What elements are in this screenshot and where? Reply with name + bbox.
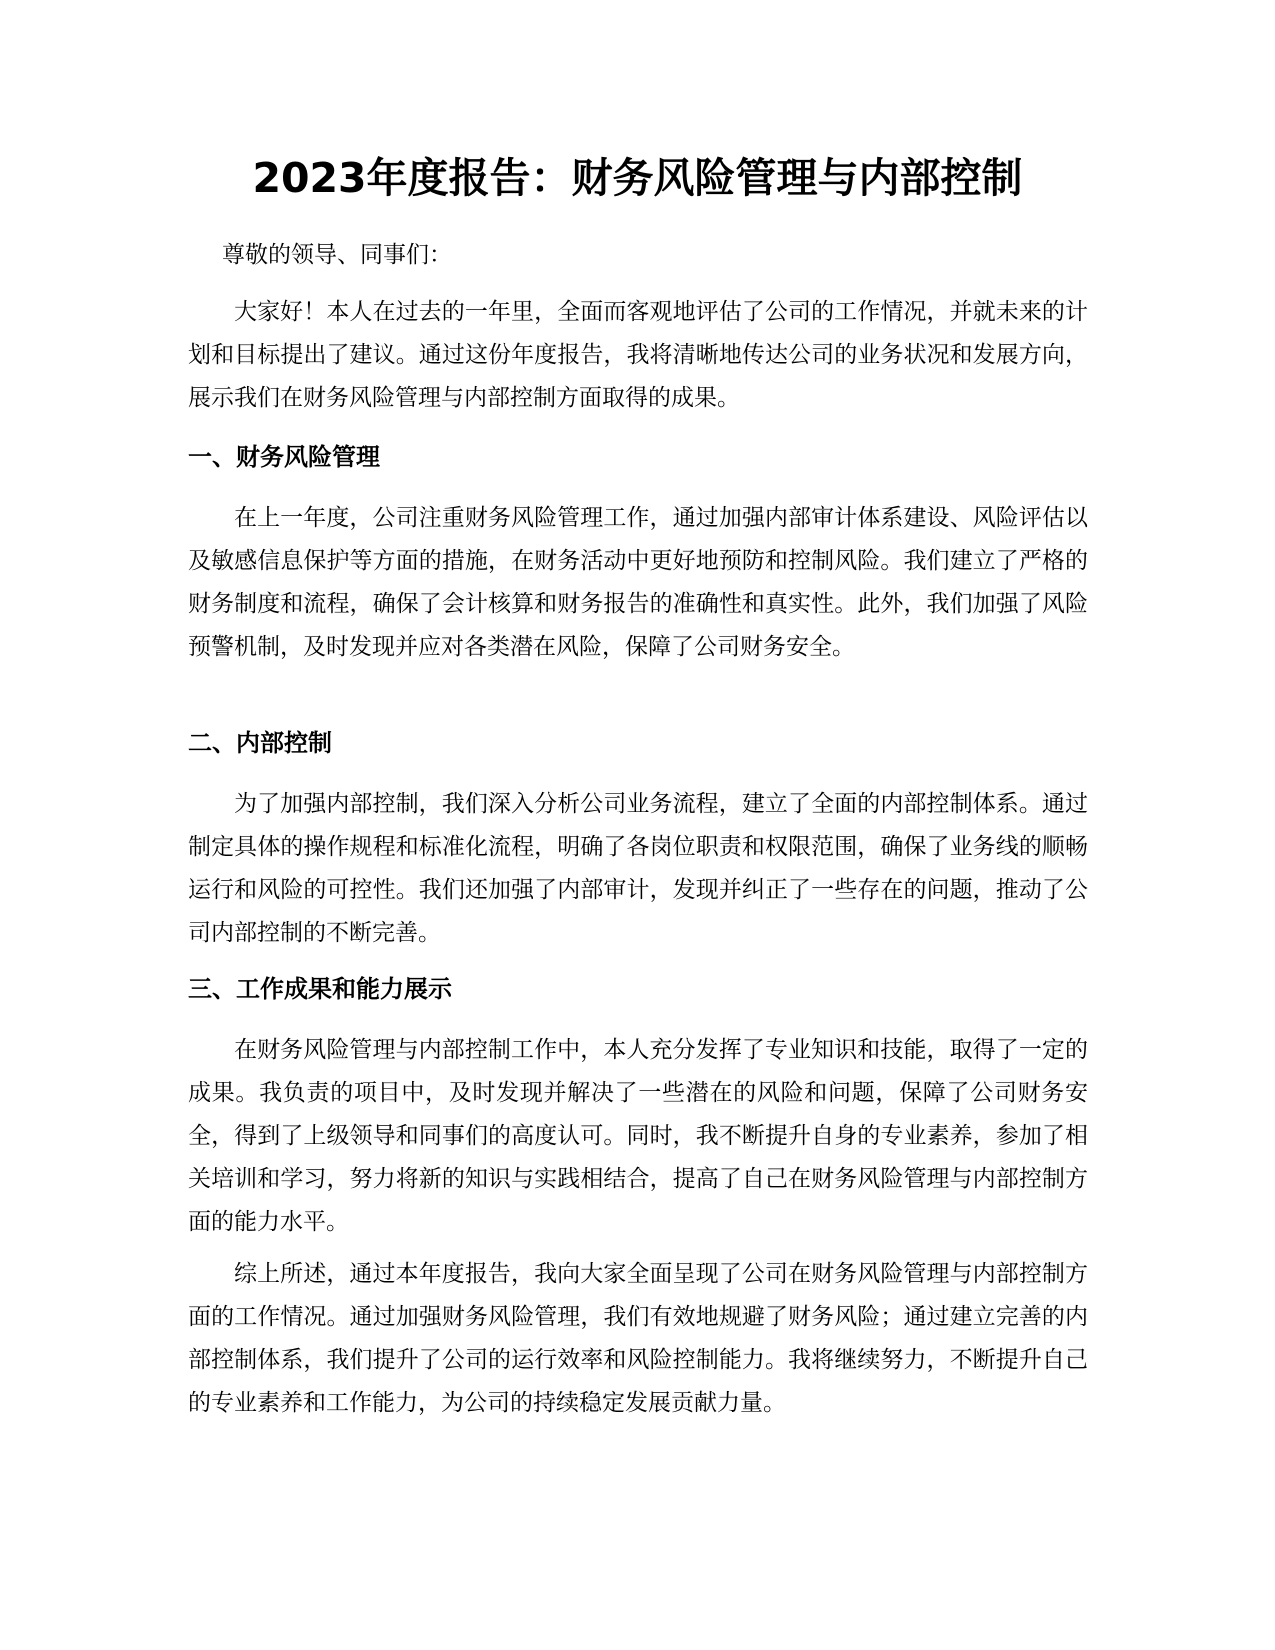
section-heading-achievements: 三、工作成果和能力展示 bbox=[188, 975, 452, 1003]
intro-paragraph: 大家好！本人在过去的一年里，全面而客观地评估了公司的工作情况，并就未来的计划和目标提出了建议。通过这份年度报告，我将清晰地传达公司的业务状况和发展方向，展示我们在财务风险管理与内部控制方面取得的成果。 bbox=[188, 299, 1088, 411]
section-paragraph-achievements: 在财务风险管理与内部控制工作中，本人充分发挥了专业知识和技能，取得了一定的成果。我负责的项目中，及时发现并解决了一些潜在的风险和问题，保障了公司财务安全，得到了上级领导和同事们的高度认可。同时，我不断提升自身的专业素养，参加了相关培训和学习，努力将新的知识与实践相结合，提高了自己在财务风险管理与内部控制方面的能力水平。 bbox=[188, 1037, 1088, 1235]
salutation: 尊敬的领导、同事们： bbox=[222, 242, 452, 268]
document-title: 2023年度报告：财务风险管理与内部控制 bbox=[252, 154, 1023, 202]
conclusion-paragraph: 综上所述，通过本年度报告，我向大家全面呈现了公司在财务风险管理与内部控制方面的工作情况。通过加强财务风险管理，我们有效地规避了财务风险；通过建立完善的内部控制体系，我们提升了公司的运行效率和风险控制能力。我将继续努力，不断提升自己的专业素养和工作能力，为公司的持续稳定发展贡献力量。 bbox=[188, 1261, 1088, 1416]
section-heading-internal-control: 二、内部控制 bbox=[188, 729, 332, 757]
section-paragraph-financial-risk: 在上一年度，公司注重财务风险管理工作，通过加强内部审计体系建设、风险评估以及敏感信息保护等方面的措施，在财务活动中更好地预防和控制风险。我们建立了严格的财务制度和流程，确保了会计核算和财务报告的准确性和真实性。此外，我们加强了风险预警机制，及时发现并应对各类潜在风险，保障了公司财务安全。 bbox=[188, 505, 1088, 660]
section-paragraph-internal-control: 为了加强内部控制，我们深入分析公司业务流程，建立了全面的内部控制体系。通过制定具体的操作规程和标准化流程，明确了各岗位职责和权限范围，确保了业务线的顺畅运行和风险的可控性。我们还加强了内部审计，发现并纠正了一些存在的问题，推动了公司内部控制的不断完善。 bbox=[188, 791, 1088, 946]
section-heading-financial-risk: 一、财务风险管理 bbox=[188, 443, 380, 471]
